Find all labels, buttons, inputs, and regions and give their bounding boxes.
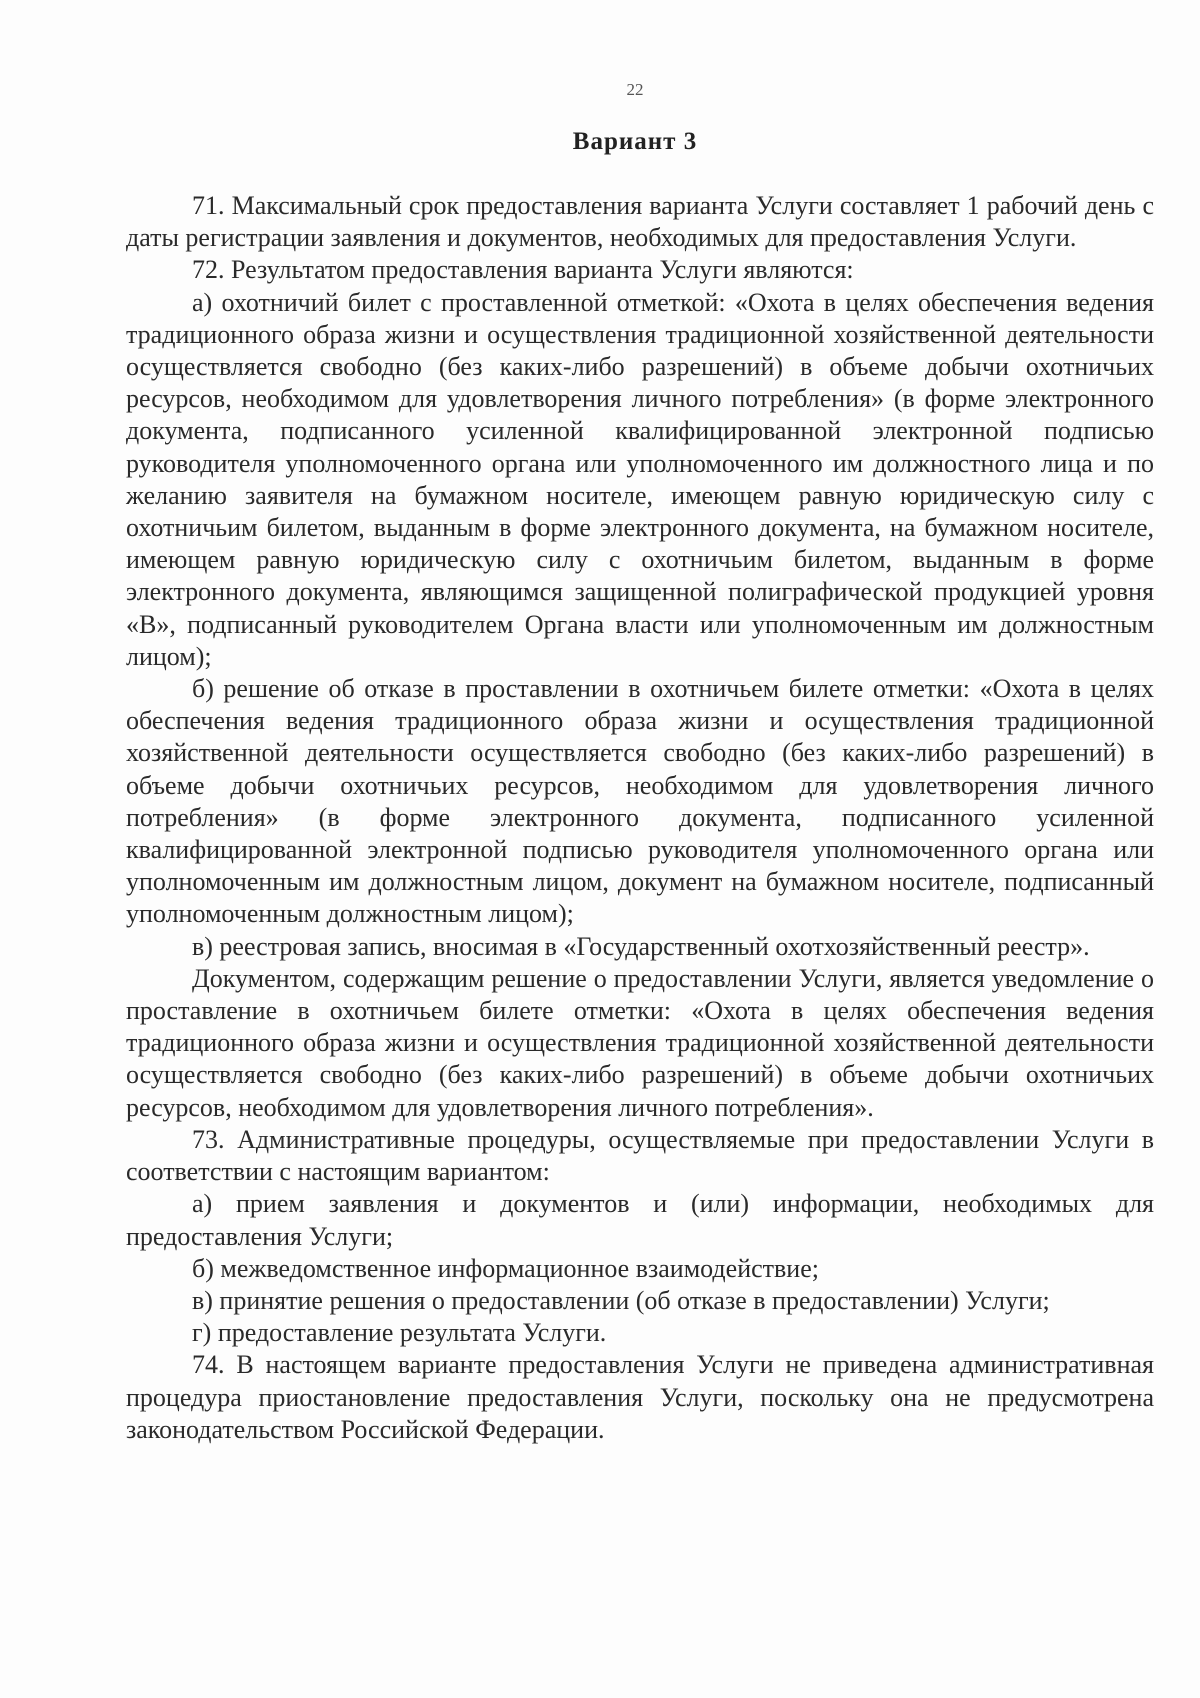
paragraph-73-v: в) принятие решения о предоставлении (об отказе в предоставлении) Услуги;	[192, 1285, 1050, 1315]
paragraph-72-a: а) охотничий билет с проставленной отметкой: «Охота в целях обеспечения ведения традиционного образа жизни и осуществления традиционной хозяйственной деятельности осуществляется свободно (без каких-либо разрешений) в объеме добычи охотничьих ресурсов, необходимом для удовлетворения личного потребления» (в форме электронного документа, подписанного усиленной квалифицированной электронной подписью руководителя уполномоченного органа или уполномоченного им должностного лица и по желанию заявителя на бумажном носителе, имеющем равную юридическую силу с охотничьим билетом, выданным в форме электронного документа, на бумажном носителе, имеющем равную юридическую силу с охотничьим билетом, выданным в форме электронного документа, являющимся защищенной полиграфической продукцией уровня «В», подписанный руководителем Органа власти или уполномоченным им должностным лицом);	[126, 287, 1154, 671]
paragraph-71: 71. Максимальный срок предоставления варианта Услуги составляет 1 рабочий день с даты регистрации заявления и документов, необходимых для предоставления Услуги.	[126, 191, 1154, 253]
paragraph-73-g: г) предоставление результата Услуги.	[192, 1318, 607, 1348]
paragraph-73: 73. Административные процедуры, осуществляемые при предоставлении Услуги в соответствии с настоящим вариантом:	[126, 1124, 1154, 1187]
page-number: 22	[626, 80, 644, 99]
section-heading: Вариант 3	[572, 128, 698, 155]
document-body	[126, 190, 1154, 1446]
paragraph-74: 74. В настоящем варианте предоставления Услуги не приведена административная процедура приостановление предоставления Услуги, поскольку она не предусмотрена законодательством Российской Федерации.	[126, 1350, 1154, 1444]
paragraph-72-b: б) решение об отказе в проставлении в охотничьем билете отметки: «Охота в целях обеспечения ведения традиционного образа жизни и осуществления традиционной хозяйственной деятельности осуществляется свободно (без каких-либо разрешений) в объеме добычи охотничьих ресурсов, необходимом для удовлетворения личного потребления» (в форме электронного документа, подписанного усиленной квалифицированной электронной подписью руководителя уполномоченного органа или уполномоченным им должностным лицом, документ на бумажном носителе, подписанный уполномоченным должностным лицом);	[126, 674, 1154, 929]
paragraph-decision-document: Документом, содержащим решение о предоставлении Услуги, является уведомление о проставление в охотничьем билете отметки: «Охота в целях обеспечения ведения традиционного образа жизни и осуществления традиционной хозяйственной деятельности осуществляется свободно (без каких-либо разрешений) в объеме добычи охотничьих ресурсов, необходимом для удовлетворения личного потребления».	[126, 963, 1154, 1122]
paragraph-72-v: в) реестровая запись, вносимая в «Государственный охотхозяйственный реестр».	[192, 931, 1090, 961]
paragraph-73-a: а) прием заявления и документов и (или) информации, необходимых для предоставления Услуги;	[126, 1189, 1154, 1251]
paragraph-72: 72. Результатом предоставления варианта Услуги являются:	[192, 255, 854, 285]
paragraph-73-b: б) межведомственное информационное взаимодействие;	[192, 1253, 819, 1283]
